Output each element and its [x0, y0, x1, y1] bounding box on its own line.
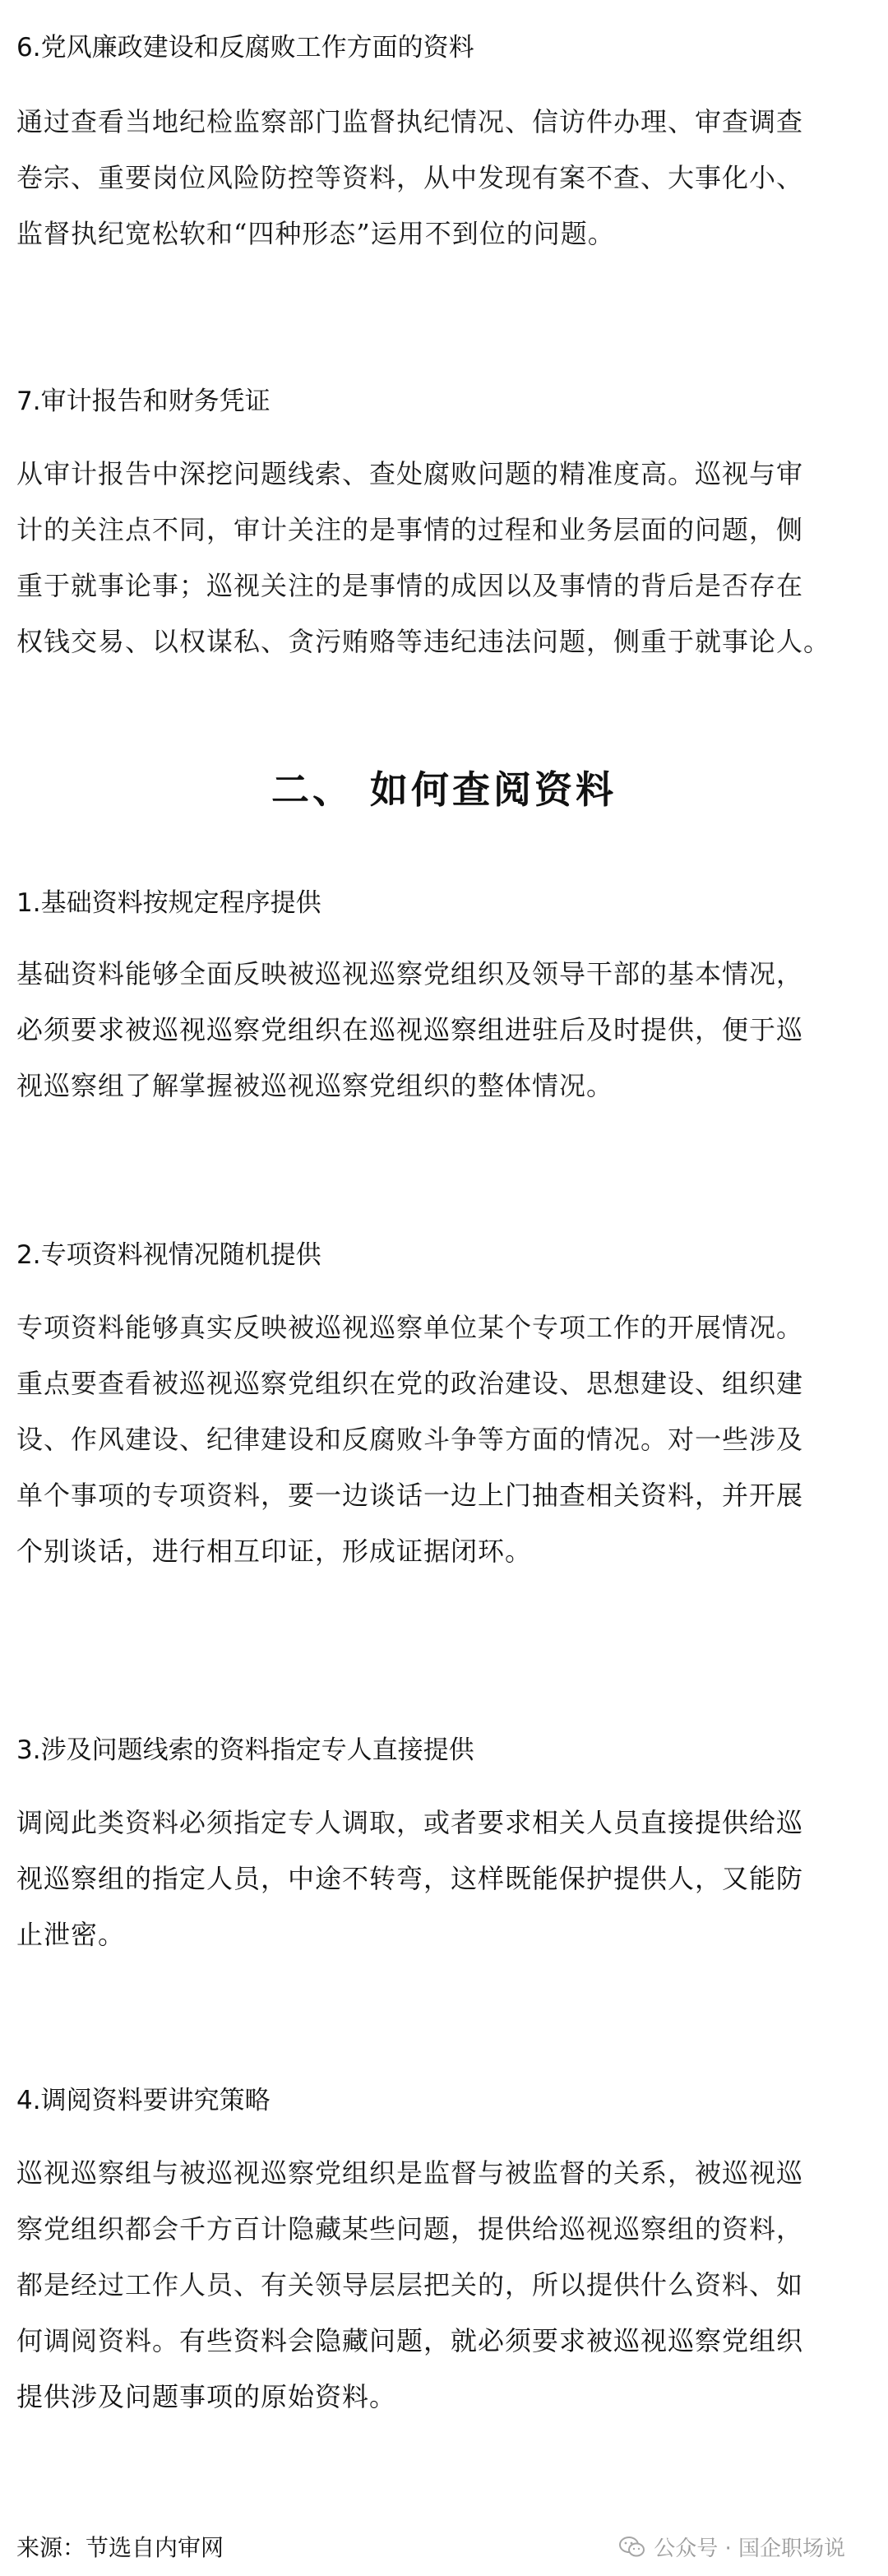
item-4-emphasis-b: 提供涉及问题事项的原始资料。	[16, 2381, 397, 2412]
item-1-line-3: 视巡察组了解掌握被巡视巡察党组织的整体情况。	[16, 1070, 614, 1101]
section-7-line-4: 权钱交易、以权谋私、贪污贿赂等违纪违法问题，侧重于就事论人。	[16, 626, 831, 657]
item-4-line-3: 都是经过工作人员、有关领导层层把关的，所以提供什么资料、如	[16, 2269, 804, 2300]
item-3-line-1	[16, 1795, 870, 1851]
item-3-line-1-pre: 调阅此类资料必须指定专人调取，或者	[16, 1807, 479, 1838]
item-3-emphasis-a: 要求相关人员直接提供给巡	[478, 1807, 804, 1838]
item-1-body	[16, 946, 870, 1114]
item-4-emphasis-a: 有些资料会隐藏问题，就必须要求被巡视巡察党组织	[179, 2325, 804, 2356]
item-heading-2: 2.专项资料视情况随机提供	[16, 1240, 321, 1270]
item-4-line-4-pre: 何调阅资料。	[16, 2325, 180, 2356]
section-7-line-2: 计的关注点不同，审计关注的是事情的过程和业务层面的问题，侧	[16, 514, 804, 545]
section-7-body	[16, 446, 870, 669]
item-4-line-1: 巡视巡察组与被巡视巡察党组织是监督与被监督的关系，被巡视巡	[16, 2157, 804, 2189]
item-heading-1: 1.基础资料按规定程序提供	[16, 888, 321, 918]
item-4-line-2: 察党组织都会千方百计隐藏某些问题，提供给巡视巡察组的资料，	[16, 2213, 804, 2245]
section-6-line-1: 通过查看当地纪检监察部门监督执纪情况、信访件办理、审查调查	[16, 106, 804, 137]
part-2-title: 二、 如何查阅资料	[271, 767, 617, 812]
item-2-emphasis-b: 个别谈话，进行相互印证，形成证据闭环。	[16, 1536, 533, 1567]
item-heading-4: 4.调阅资料要讲究策略	[16, 2086, 271, 2115]
item-3-emphasis-c: 止泄密。	[16, 1919, 126, 1950]
section-heading-7: 7.审计报告和财务凭证	[16, 387, 271, 416]
item-2-emphasis-a: 要一边谈话一边上门抽查相关资料，并开展	[288, 1480, 804, 1511]
item-2-line-1: 专项资料能够真实反映被巡视巡察单位某个专项工作的开展情况。	[16, 1312, 804, 1343]
item-2-line-4	[16, 1467, 870, 1523]
item-1-emphasis: 必须要求被巡视巡察党组织在巡视巡察组进驻后及时提供	[16, 1014, 696, 1045]
item-4-body	[16, 2145, 870, 2425]
wechat-watermark	[619, 2532, 845, 2562]
section-6-line-2: 卷宗、重要岗位风险防控等资料，从中发现有案不查、大事化小、	[16, 162, 804, 193]
item-4-line-4	[16, 2313, 870, 2369]
source-credit: 来源：节选自内审网	[16, 2534, 224, 2561]
item-3-body	[16, 1795, 870, 1962]
item-2-line-2: 重点要查看被巡视巡察党组织在党的政治建设、思想建设、组织建	[16, 1368, 804, 1399]
item-2-body	[16, 1300, 870, 1579]
item-heading-3: 3.涉及问题线索的资料指定专人直接提供	[16, 1735, 474, 1765]
item-1-line-2-rest: ，便于巡	[695, 1014, 804, 1045]
watermark-text: 公众号 · 国企职场说	[654, 2537, 845, 2561]
item-3-emphasis-b: 视巡察组的指定人员，中途不转弯，这样既能保护提供人，又能防	[16, 1863, 804, 1894]
item-1-line-2	[16, 1002, 870, 1058]
section-6-body	[16, 94, 870, 262]
section-heading-6: 6.党风廉政建设和反腐败工作方面的资料	[16, 33, 474, 63]
item-1-line-1: 基础资料能够全面反映被巡视巡察党组织及领导干部的基本情况，	[16, 958, 804, 989]
section-7-line-1: 从审计报告中深挖问题线索、查处腐败问题的精准度高。巡视与审	[16, 458, 804, 489]
section-7-line-3: 重于就事论事；巡视关注的是事情的成因以及事情的背后是否存在	[16, 570, 804, 601]
section-6-line-3: 监督执纪宽松软和“四种形态”运用不到位的问题。	[16, 218, 615, 249]
wechat-icon	[619, 2536, 645, 2559]
item-2-line-3: 设、作风建设、纪律建设和反腐败斗争等方面的情况。对一些涉及	[16, 1424, 804, 1455]
item-2-line-4-pre: 单个事项的专项资料，	[16, 1480, 289, 1511]
